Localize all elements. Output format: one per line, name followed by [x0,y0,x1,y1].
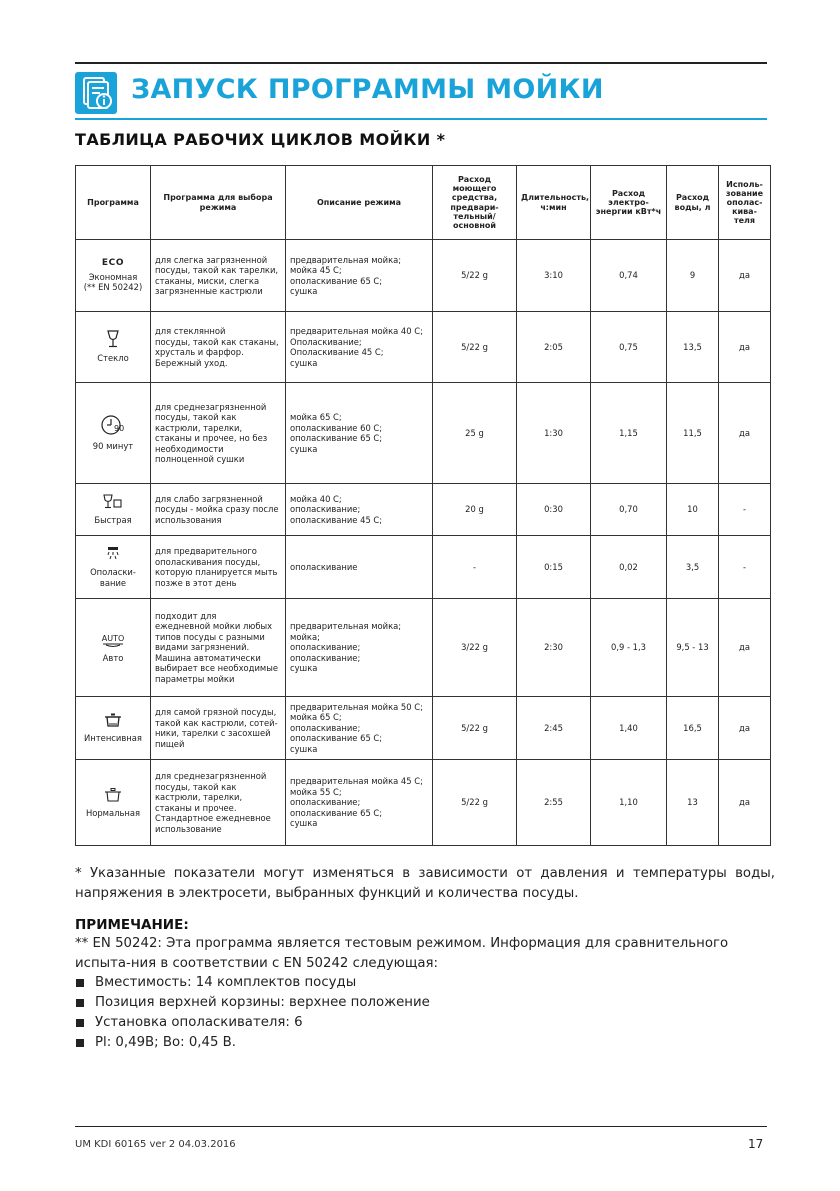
program-description: для стеклянной посуды, такой как стаканы, хрусталь и фарфор. Бережный уход. [151,312,286,383]
footnote: * Указанные показатели могут изменяться в зависимости от давления и температуры воды, напряжения в электросети, выбранных функций и количества посуды. [75,866,775,901]
program-cell [76,536,151,599]
col-header-detergent: Расход моющего средства, предвари-тельный/ основной [433,166,517,240]
col-header-rinse-aid: Исполь-зование ополас-кива-теля [719,166,771,240]
mode-description: ополаскивание [286,536,433,599]
duration-value: 2:55 [517,760,591,846]
rinse-aid-value: - [719,484,771,536]
pot-normal-icon [104,787,122,803]
duration-value: 2:05 [517,312,591,383]
program-name: Интенсивная [84,733,142,744]
duration-value: 3:10 [517,240,591,312]
program-name: Авто [102,652,124,663]
program-name: Ополаски- вание [90,567,136,588]
table-row [76,484,771,536]
detergent-value: 5/22 g [433,312,517,383]
note-list [75,973,430,1053]
program-cell [76,312,151,383]
program-name: Нормальная [85,807,141,818]
water-value: 13,5 [667,312,719,383]
table-row [76,760,771,846]
svg-text:90: 90 [114,424,125,434]
program-name: Стекло [97,353,129,364]
energy-value: 1,15 [591,383,667,484]
mode-description: мойка 65 С; ополаскивание 60 С; ополаскивание 65 С; сушка [286,383,433,484]
table-title: ТАБЛИЦА РАБОЧИХ ЦИКЛОВ МОЙКИ * [75,130,446,149]
col-header-select: Программа для выбора режима [151,166,286,240]
detergent-value: 5/22 g [433,697,517,760]
table-row [76,536,771,599]
page-title: ЗАПУСК ПРОГРАММЫ МОЙКИ [131,74,604,105]
table-row [76,599,771,697]
energy-value: 0,02 [591,536,667,599]
water-value: 3,5 [667,536,719,599]
energy-value: 0,9 - 1,3 [591,599,667,697]
program-description: для слегка загрязненной посуды, такой как тарелки, стаканы, миски, слегка загрязненные кастрюли [151,240,286,312]
rinse-aid-value: да [719,312,771,383]
program-cell [76,240,151,312]
water-value: 16,5 [667,697,719,760]
detergent-value: 25 g [433,383,517,484]
detergent-value: 5/22 g [433,240,517,312]
rinse-aid-value: да [719,697,771,760]
duration-value: 2:45 [517,697,591,760]
eco-icon: ECO [101,258,125,269]
program-description: подходит для ежедневной мойки любых типов посуды с разными видами загрязнений. Машина автоматически выбирает все необходимые параметры мойки [151,599,286,697]
page-number: 17 [748,1137,764,1151]
clock-90-icon [100,414,126,436]
mode-description: предварительная мойка; мойка; ополаскивание; ополаскивание; сушка [286,599,433,697]
top-rule [75,62,767,64]
col-header-program: Программа [76,166,151,240]
water-value: 13 [667,760,719,846]
detergent-value: - [433,536,517,599]
detergent-value: 5/22 g [433,760,517,846]
water-value: 9 [667,240,719,312]
program-name: 90 минут [92,441,134,452]
program-description: для среднезагрязненной посуды, такой как кастрюли, тарелки, стаканы и прочее, но без необходимости полноценной сушки [151,383,286,484]
col-header-mode: Описание режима [286,166,433,240]
program-description: для предварительного ополаскивания посуды, которую планируется мыть позже в этот день [151,536,286,599]
water-value: 11,5 [667,383,719,484]
list-item: Вместимость: 14 комплектов посуды [75,973,430,993]
rinse-aid-value: да [719,240,771,312]
table-row [76,312,771,383]
program-name: Быстрая [94,514,132,525]
energy-value: 1,10 [591,760,667,846]
energy-value: 1,40 [591,697,667,760]
program-cell [76,484,151,536]
program-cell [76,697,151,760]
section-header [75,70,767,116]
wash-cycles-table [75,165,771,846]
document-info-icon [75,72,117,114]
col-header-duration: Длительность, ч:мин [517,166,591,240]
program-cell [76,760,151,846]
document-id: UM KDI 60165 ver 2 04.03.2016 [75,1139,236,1150]
table-row [76,383,771,484]
water-value: 10 [667,484,719,536]
col-header-water: Расход воды, л [667,166,719,240]
water-value: 9,5 - 13 [667,599,719,697]
rinse-aid-value: да [719,599,771,697]
program-description: для самой грязной посуды, такой как кастрюли, сотей-ники, тарелки с засохшей пищей [151,697,286,760]
detergent-value: 20 g [433,484,517,536]
duration-value: 1:30 [517,383,591,484]
note-text: ** EN 50242: Эта программа является тестовым режимом. Информация для сравнительного испыта-ния в соответствии с EN 50242 следующая: [75,936,729,971]
wine-glass-icon [106,330,120,348]
svg-text:AUTO: AUTO [101,633,125,643]
table-header-row [76,166,771,240]
table-row [76,240,771,312]
rinse-aid-value: - [719,536,771,599]
mode-description: предварительная мойка 45 С; мойка 55 С; ополаскивание; ополаскивание 65 С; сушка [286,760,433,846]
table-row [76,697,771,760]
duration-value: 2:30 [517,599,591,697]
shower-icon [105,546,121,562]
list-item: Позиция верхней корзины: верхнее положение [75,993,430,1013]
detergent-value: 3/22 g [433,599,517,697]
auto-icon [101,632,125,648]
list-item: Установка ополаскивателя: 6 [75,1013,430,1033]
mode-description: предварительная мойка 50 С; мойка 65 С; ополаскивание; ополаскивание 65 С; сушка [286,697,433,760]
header-underline [75,118,767,120]
col-header-energy: Расход электро-энергии кВт*ч [591,166,667,240]
mode-description: мойка 40 С; ополаскивание; ополаскивание 45 С; [286,484,433,536]
program-name: Экономная (** EN 50242) [83,271,143,293]
program-description: для среднезагрязненной посуды, такой как кастрюли, тарелки, стаканы и прочее. Стандартное ежедневное использование [151,760,286,846]
duration-value: 0:30 [517,484,591,536]
rinse-aid-value: да [719,760,771,846]
rinse-aid-value: да [719,383,771,484]
footer-rule [75,1126,767,1127]
energy-value: 0,74 [591,240,667,312]
mode-description: предварительная мойка 40 С; Ополаскивание; Ополаскивание 45 С; сушка [286,312,433,383]
program-description: для слабо загрязненной посуды - мойка сразу после использования [151,484,286,536]
energy-value: 0,75 [591,312,667,383]
glass-cup-icon [103,494,123,510]
pot-intensive-icon [104,712,122,728]
program-cell [76,599,151,697]
duration-value: 0:15 [517,536,591,599]
program-cell [76,383,151,484]
note-title: ПРИМЕЧАНИЕ: [75,917,189,933]
list-item: Pl: 0,49B; Bo: 0,45 B. [75,1033,430,1053]
energy-value: 0,70 [591,484,667,536]
mode-description: предварительная мойка; мойка 45 С; ополаскивание 65 С; сушка [286,240,433,312]
